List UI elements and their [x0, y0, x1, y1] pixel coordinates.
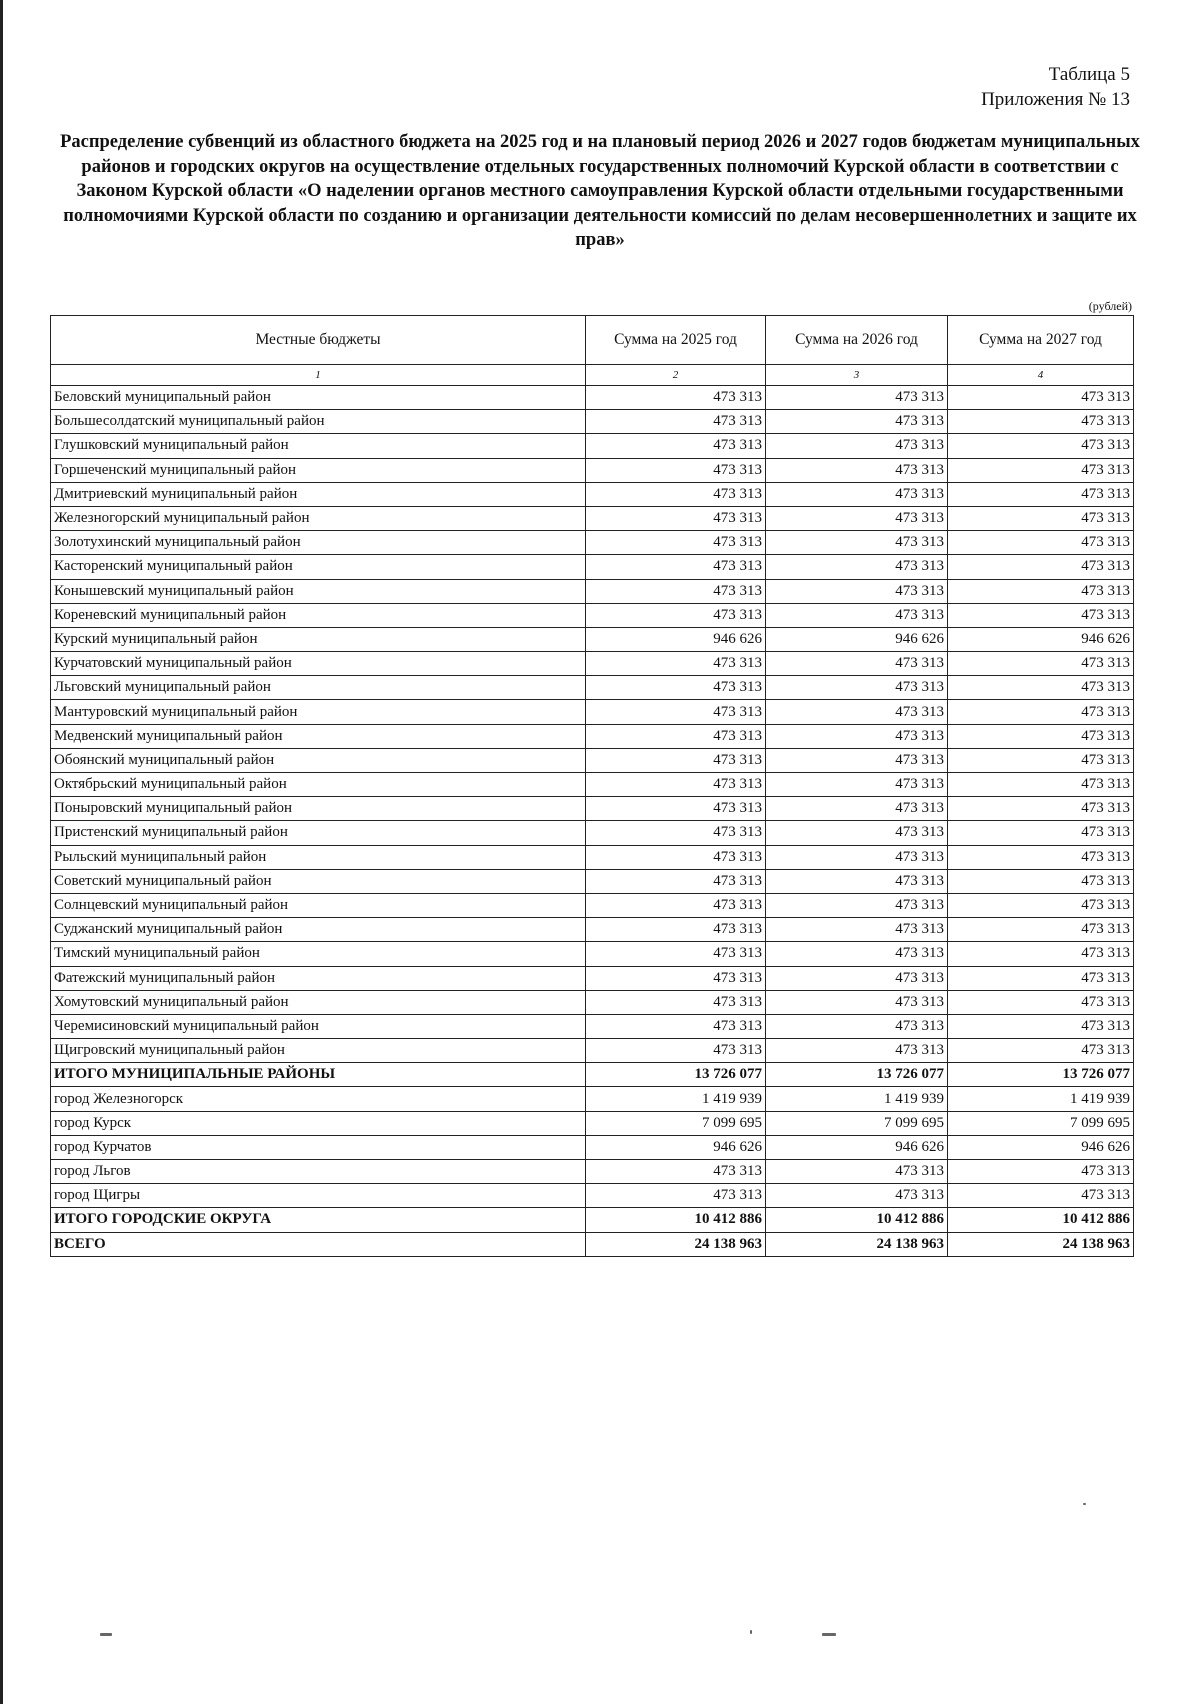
amount-2026-cell: 13 726 077: [766, 1063, 948, 1087]
amount-2025-cell: 473 313: [586, 990, 766, 1014]
budget-name-cell: Солнцевский муниципальный район: [51, 893, 586, 917]
amount-2025-cell: 473 313: [586, 386, 766, 410]
amount-2027-cell: 473 313: [948, 652, 1134, 676]
amount-2027-cell: 473 313: [948, 942, 1134, 966]
amount-2027-cell: 473 313: [948, 1160, 1134, 1184]
amount-2026-cell: 473 313: [766, 410, 948, 434]
amount-2025-cell: 473 313: [586, 700, 766, 724]
column-number: 3: [766, 365, 948, 386]
amount-2026-cell: 473 313: [766, 918, 948, 942]
budget-name-cell: Советский муниципальный район: [51, 869, 586, 893]
table-row: [51, 1039, 1134, 1063]
amount-2026-cell: 473 313: [766, 676, 948, 700]
appendix-label: Приложения № 13: [981, 89, 1130, 110]
amount-2026-cell: 473 313: [766, 821, 948, 845]
amount-2026-cell: 473 313: [766, 531, 948, 555]
budget-name-cell: Медвенский муниципальный район: [51, 724, 586, 748]
table-row: [51, 579, 1134, 603]
amount-2027-cell: 473 313: [948, 845, 1134, 869]
amount-2026-cell: 473 313: [766, 1014, 948, 1038]
units-label: (рублей): [1088, 299, 1132, 313]
budget-name-cell: город Щигры: [51, 1184, 586, 1208]
amount-2027-cell: 473 313: [948, 1014, 1134, 1038]
budget-name-cell: Поныровский муниципальный район: [51, 797, 586, 821]
budget-name-cell: ВСЕГО: [51, 1232, 586, 1256]
amount-2026-cell: 473 313: [766, 482, 948, 506]
amount-2027-cell: 473 313: [948, 482, 1134, 506]
amount-2025-cell: 473 313: [586, 434, 766, 458]
budget-name-cell: Конышевский муниципальный район: [51, 579, 586, 603]
amount-2027-cell: 473 313: [948, 410, 1134, 434]
amount-2027-cell: 473 313: [948, 506, 1134, 530]
amount-2027-cell: 10 412 886: [948, 1208, 1134, 1232]
table-row: [51, 627, 1134, 651]
table-row: [51, 845, 1134, 869]
amount-2025-cell: 473 313: [586, 458, 766, 482]
amount-2027-cell: 946 626: [948, 1135, 1134, 1159]
budget-name-cell: Железногорский муниципальный район: [51, 506, 586, 530]
table-row: [51, 531, 1134, 555]
amount-2026-cell: 473 313: [766, 652, 948, 676]
amount-2026-cell: 473 313: [766, 724, 948, 748]
amount-2026-cell: 473 313: [766, 893, 948, 917]
table-body: [51, 386, 1134, 1257]
amount-2027-cell: 473 313: [948, 748, 1134, 772]
amount-2026-cell: 473 313: [766, 1160, 948, 1184]
table-label: Таблица 5: [1048, 64, 1130, 85]
table-total-row: [51, 1208, 1134, 1232]
amount-2025-cell: 473 313: [586, 1014, 766, 1038]
budget-name-cell: Большесолдатский муниципальный район: [51, 410, 586, 434]
amount-2025-cell: 473 313: [586, 410, 766, 434]
amount-2025-cell: 946 626: [586, 627, 766, 651]
header-sum-2027: Сумма на 2027 год: [948, 316, 1134, 365]
table-row: [51, 482, 1134, 506]
table-row: [51, 652, 1134, 676]
amount-2025-cell: 473 313: [586, 482, 766, 506]
budget-name-cell: город Льгов: [51, 1160, 586, 1184]
header-sum-2025: Сумма на 2025 год: [586, 316, 766, 365]
amount-2026-cell: 473 313: [766, 555, 948, 579]
budget-name-cell: Октябрьский муниципальный район: [51, 773, 586, 797]
column-number: 2: [586, 365, 766, 386]
amount-2027-cell: 473 313: [948, 797, 1134, 821]
table-header-row: [51, 316, 1134, 365]
amount-2027-cell: 946 626: [948, 627, 1134, 651]
amount-2025-cell: 473 313: [586, 869, 766, 893]
amount-2026-cell: 473 313: [766, 1184, 948, 1208]
amount-2026-cell: 24 138 963: [766, 1232, 948, 1256]
table-row: [51, 458, 1134, 482]
amount-2026-cell: 473 313: [766, 386, 948, 410]
budget-name-cell: Черемисиновский муниципальный район: [51, 1014, 586, 1038]
header-sum-2026: Сумма на 2026 год: [766, 316, 948, 365]
table-row: [51, 942, 1134, 966]
amount-2025-cell: 473 313: [586, 1184, 766, 1208]
column-number: 1: [51, 365, 586, 386]
amount-2027-cell: 473 313: [948, 531, 1134, 555]
table-row: [51, 1087, 1134, 1111]
table-row: [51, 773, 1134, 797]
table-row: [51, 506, 1134, 530]
table-row: [51, 1135, 1134, 1159]
table-row: [51, 434, 1134, 458]
scan-speck: [750, 1630, 752, 1634]
table-row: [51, 1014, 1134, 1038]
amount-2026-cell: 473 313: [766, 942, 948, 966]
table-row: [51, 555, 1134, 579]
amount-2027-cell: 473 313: [948, 893, 1134, 917]
budget-name-cell: Золотухинский муниципальный район: [51, 531, 586, 555]
table-row: [51, 410, 1134, 434]
scan-edge: [0, 0, 3, 1704]
table-row: [51, 676, 1134, 700]
budget-name-cell: город Курчатов: [51, 1135, 586, 1159]
header-local-budgets: Местные бюджеты: [51, 316, 586, 365]
amount-2027-cell: 24 138 963: [948, 1232, 1134, 1256]
amount-2027-cell: 13 726 077: [948, 1063, 1134, 1087]
amount-2025-cell: 473 313: [586, 603, 766, 627]
amount-2026-cell: 473 313: [766, 603, 948, 627]
table-row: [51, 821, 1134, 845]
budget-name-cell: Льговский муниципальный район: [51, 676, 586, 700]
amount-2025-cell: 473 313: [586, 531, 766, 555]
amount-2025-cell: 24 138 963: [586, 1232, 766, 1256]
column-number-row: [51, 365, 1134, 386]
budget-name-cell: Глушковский муниципальный район: [51, 434, 586, 458]
amount-2027-cell: 473 313: [948, 458, 1134, 482]
amount-2025-cell: 7 099 695: [586, 1111, 766, 1135]
amount-2025-cell: 473 313: [586, 506, 766, 530]
table-total-row: [51, 1063, 1134, 1087]
amount-2026-cell: 473 313: [766, 1039, 948, 1063]
amount-2026-cell: 473 313: [766, 990, 948, 1014]
scan-speck: [1083, 1503, 1086, 1505]
scan-speck: [822, 1633, 836, 1636]
amount-2027-cell: 473 313: [948, 990, 1134, 1014]
amount-2027-cell: 473 313: [948, 700, 1134, 724]
budget-table: [50, 315, 1134, 1257]
scan-speck: [100, 1633, 112, 1636]
amount-2025-cell: 946 626: [586, 1135, 766, 1159]
amount-2025-cell: 473 313: [586, 918, 766, 942]
budget-name-cell: Фатежский муниципальный район: [51, 966, 586, 990]
amount-2025-cell: 473 313: [586, 579, 766, 603]
table-row: [51, 1160, 1134, 1184]
table-row: [51, 869, 1134, 893]
amount-2026-cell: 473 313: [766, 748, 948, 772]
amount-2027-cell: 473 313: [948, 386, 1134, 410]
table-row: [51, 700, 1134, 724]
amount-2025-cell: 473 313: [586, 1039, 766, 1063]
budget-name-cell: Беловский муниципальный район: [51, 386, 586, 410]
table-row: [51, 603, 1134, 627]
amount-2025-cell: 473 313: [586, 748, 766, 772]
amount-2027-cell: 473 313: [948, 966, 1134, 990]
table-row: [51, 1111, 1134, 1135]
amount-2026-cell: 7 099 695: [766, 1111, 948, 1135]
amount-2025-cell: 473 313: [586, 555, 766, 579]
amount-2027-cell: 1 419 939: [948, 1087, 1134, 1111]
amount-2027-cell: 473 313: [948, 676, 1134, 700]
table-row: [51, 990, 1134, 1014]
amount-2025-cell: 473 313: [586, 966, 766, 990]
budget-name-cell: Пристенский муниципальный район: [51, 821, 586, 845]
budget-name-cell: Хомутовский муниципальный район: [51, 990, 586, 1014]
budget-name-cell: Горшеченский муниципальный район: [51, 458, 586, 482]
amount-2027-cell: 473 313: [948, 869, 1134, 893]
amount-2025-cell: 473 313: [586, 676, 766, 700]
amount-2026-cell: 473 313: [766, 966, 948, 990]
amount-2026-cell: 473 313: [766, 869, 948, 893]
amount-2026-cell: 473 313: [766, 773, 948, 797]
amount-2025-cell: 10 412 886: [586, 1208, 766, 1232]
amount-2027-cell: 473 313: [948, 434, 1134, 458]
amount-2025-cell: 473 313: [586, 652, 766, 676]
amount-2027-cell: 473 313: [948, 1039, 1134, 1063]
amount-2027-cell: 473 313: [948, 821, 1134, 845]
table-row: [51, 386, 1134, 410]
amount-2027-cell: 473 313: [948, 1184, 1134, 1208]
budget-name-cell: Рыльский муниципальный район: [51, 845, 586, 869]
amount-2026-cell: 1 419 939: [766, 1087, 948, 1111]
budget-name-cell: Курский муниципальный район: [51, 627, 586, 651]
amount-2025-cell: 473 313: [586, 942, 766, 966]
amount-2027-cell: 473 313: [948, 579, 1134, 603]
budget-name-cell: Мантуровский муниципальный район: [51, 700, 586, 724]
column-number: 4: [948, 365, 1134, 386]
table-row: [51, 724, 1134, 748]
amount-2026-cell: 473 313: [766, 458, 948, 482]
amount-2027-cell: 473 313: [948, 773, 1134, 797]
amount-2025-cell: 473 313: [586, 1160, 766, 1184]
amount-2025-cell: 1 419 939: [586, 1087, 766, 1111]
amount-2027-cell: 7 099 695: [948, 1111, 1134, 1135]
amount-2026-cell: 10 412 886: [766, 1208, 948, 1232]
budget-name-cell: Дмитриевский муниципальный район: [51, 482, 586, 506]
amount-2025-cell: 13 726 077: [586, 1063, 766, 1087]
budget-name-cell: город Курск: [51, 1111, 586, 1135]
document-title: Распределение субвенций из областного бюджета на 2025 год и на плановый период 2026 и 2027 годов бюджетам муниципальных районов и городских округов на осуществление отдельных государственных полномочий Курской области в соответствии с Законом Курской области «О наделении органов местного самоуправления Курской области отдельными государственными полномочиями Курской области по созданию и организации деятельности комиссий по делам несовершеннолетних и защите их прав»: [60, 132, 1140, 250]
amount-2026-cell: 473 313: [766, 797, 948, 821]
table-row: [51, 966, 1134, 990]
amount-2027-cell: 473 313: [948, 724, 1134, 748]
table-row: [51, 797, 1134, 821]
table-total-row: [51, 1232, 1134, 1256]
amount-2026-cell: 473 313: [766, 506, 948, 530]
amount-2026-cell: 946 626: [766, 627, 948, 651]
budget-name-cell: Суджанский муниципальный район: [51, 918, 586, 942]
amount-2025-cell: 473 313: [586, 773, 766, 797]
amount-2026-cell: 473 313: [766, 845, 948, 869]
amount-2026-cell: 946 626: [766, 1135, 948, 1159]
amount-2027-cell: 473 313: [948, 918, 1134, 942]
budget-name-cell: Кореневский муниципальный район: [51, 603, 586, 627]
amount-2025-cell: 473 313: [586, 797, 766, 821]
budget-name-cell: ИТОГО МУНИЦИПАЛЬНЫЕ РАЙОНЫ: [51, 1063, 586, 1087]
table-row: [51, 748, 1134, 772]
amount-2027-cell: 473 313: [948, 555, 1134, 579]
table-row: [51, 1184, 1134, 1208]
amount-2026-cell: 473 313: [766, 434, 948, 458]
budget-name-cell: ИТОГО ГОРОДСКИЕ ОКРУГА: [51, 1208, 586, 1232]
budget-name-cell: Курчатовский муниципальный район: [51, 652, 586, 676]
table-row: [51, 918, 1134, 942]
amount-2026-cell: 473 313: [766, 579, 948, 603]
table-row: [51, 893, 1134, 917]
budget-name-cell: Щигровский муниципальный район: [51, 1039, 586, 1063]
budget-name-cell: Касторенский муниципальный район: [51, 555, 586, 579]
budget-name-cell: город Железногорск: [51, 1087, 586, 1111]
budget-name-cell: Тимский муниципальный район: [51, 942, 586, 966]
amount-2025-cell: 473 313: [586, 845, 766, 869]
document-header: [981, 62, 1130, 112]
amount-2025-cell: 473 313: [586, 893, 766, 917]
budget-name-cell: Обоянский муниципальный район: [51, 748, 586, 772]
amount-2025-cell: 473 313: [586, 724, 766, 748]
amount-2025-cell: 473 313: [586, 821, 766, 845]
amount-2027-cell: 473 313: [948, 603, 1134, 627]
amount-2026-cell: 473 313: [766, 700, 948, 724]
